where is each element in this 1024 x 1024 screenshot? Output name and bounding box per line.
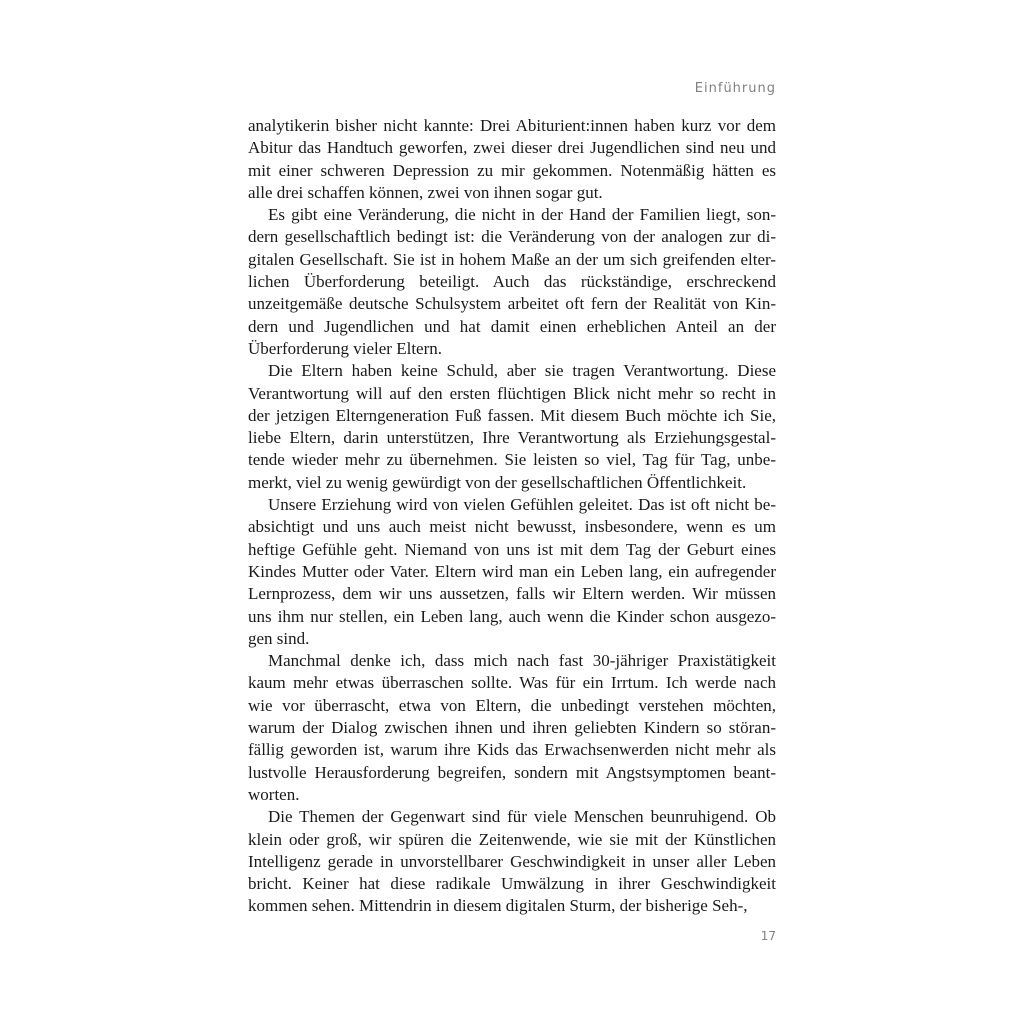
text-line: liebe Eltern, darin unterstützen, Ihre Verantwortung als Erziehungsgestal- — [248, 428, 776, 448]
text-line: fällig geworden ist, warum ihre Kids das Erwachsenwerden nicht mehr als — [248, 740, 776, 760]
text-line: wie vor überrascht, etwa von Eltern, die unbedingt verstehen möchten, — [248, 695, 776, 715]
text-line: Abitur das Handtuch geworfen, zwei dieser drei Jugendlichen sind neu und — [248, 138, 776, 158]
running-head: Einführung — [694, 81, 776, 96]
text-line: absichtigt und uns auch meist nicht bewusst, insbesondere, wenn es um — [248, 517, 776, 537]
text-line: unzeitgemäße deutsche Schulsystem arbeitet oft fern der Realität von Kin- — [248, 294, 776, 314]
text-line: kommen sehen. Mittendrin in diesem digitalen Sturm, der bisherige Seh-, — [248, 896, 748, 916]
text-line: klein oder groß, wir spüren die Zeitenwende, wie sie mit der Künstlichen — [248, 829, 776, 849]
text-line: Es gibt eine Veränderung, die nicht in der Hand der Familien liegt, son- — [268, 205, 776, 225]
body-text — [248, 115, 776, 918]
text-line: kaum mehr etwas überraschen sollte. Was für ein Irrtum. Ich werde nach — [248, 673, 776, 693]
text-line: Intelligenz gerade in unvorstellbarer Geschwindigkeit in unser aller Leben — [248, 851, 776, 871]
text-line: Lernprozess, dem wir uns aussetzen, falls wir Eltern werden. Wir müssen — [248, 584, 776, 604]
text-line: Unsere Erziehung wird von vielen Gefühlen geleitet. Das ist oft nicht be- — [268, 495, 776, 515]
text-line: lustvolle Herausforderung begreifen, sondern mit Angstsymptomen beant- — [248, 762, 776, 782]
paragraph — [248, 806, 776, 917]
paragraph — [248, 360, 776, 494]
text-line: uns ihm nur stellen, ein Leben lang, auch wenn die Kinder schon ausgezo- — [248, 606, 776, 626]
text-line: gitalen Gesellschaft. Sie ist in hohem Maße an der um sich greifenden elter- — [248, 249, 776, 269]
text-line: heftige Gefühle geht. Niemand von uns ist mit dem Tag der Geburt eines — [248, 539, 776, 559]
text-line: Überforderung vieler Eltern. — [248, 338, 442, 358]
text-line: gen sind. — [248, 628, 310, 648]
text-line: alle drei schaffen können, zwei von ihnen sogar gut. — [248, 182, 603, 202]
page-number: 17 — [760, 929, 776, 943]
paragraph — [248, 494, 776, 650]
text-line: Manchmal denke ich, dass mich nach fast 30-jähriger Praxistätigkeit — [268, 651, 776, 671]
text-line: Kindes Mutter oder Vater. Eltern wird man ein Leben lang, ein aufregender — [248, 561, 776, 581]
text-line: lichen Überforderung beteiligt. Auch das rückständige, erschreckend — [248, 272, 776, 292]
paragraph — [248, 115, 776, 204]
text-line: der jetzigen Elterngeneration Fuß fassen. Mit diesem Buch möchte ich Sie, — [248, 405, 776, 425]
text-line: mit einer schweren Depression zu mir gekommen. Notenmäßig hätten es — [248, 160, 776, 180]
text-line: bricht. Keiner hat diese radikale Umwälzung in ihrer Geschwindigkeit — [248, 874, 776, 894]
paragraph — [248, 650, 776, 806]
text-line: tende wieder mehr zu übernehmen. Sie leisten so viel, Tag für Tag, unbe- — [248, 450, 776, 470]
text-line: analytikerin bisher nicht kannte: Drei Abiturient:innen haben kurz vor dem — [248, 116, 776, 135]
text-line: warum der Dialog zwischen ihnen und ihren geliebten Kindern so störan- — [248, 718, 776, 738]
text-line: dern gesellschaftlich bedingt ist: die Veränderung von der analogen zur di- — [248, 227, 776, 247]
paragraph — [248, 204, 776, 360]
text-line: Die Themen der Gegenwart sind für viele Menschen beunruhigend. Ob — [268, 807, 776, 827]
text-line: worten. — [248, 784, 300, 804]
text-line: Verantwortung will auf den ersten flüchtigen Blick nicht mehr so recht in — [248, 383, 776, 403]
text-line: merkt, viel zu wenig gewürdigt von der gesellschaftlichen Öffentlichkeit. — [248, 472, 747, 492]
text-line: dern und Jugendlichen und hat damit einen erheblichen Anteil an der — [248, 316, 776, 336]
text-line: Die Eltern haben keine Schuld, aber sie tragen Verantwortung. Diese — [268, 361, 776, 381]
